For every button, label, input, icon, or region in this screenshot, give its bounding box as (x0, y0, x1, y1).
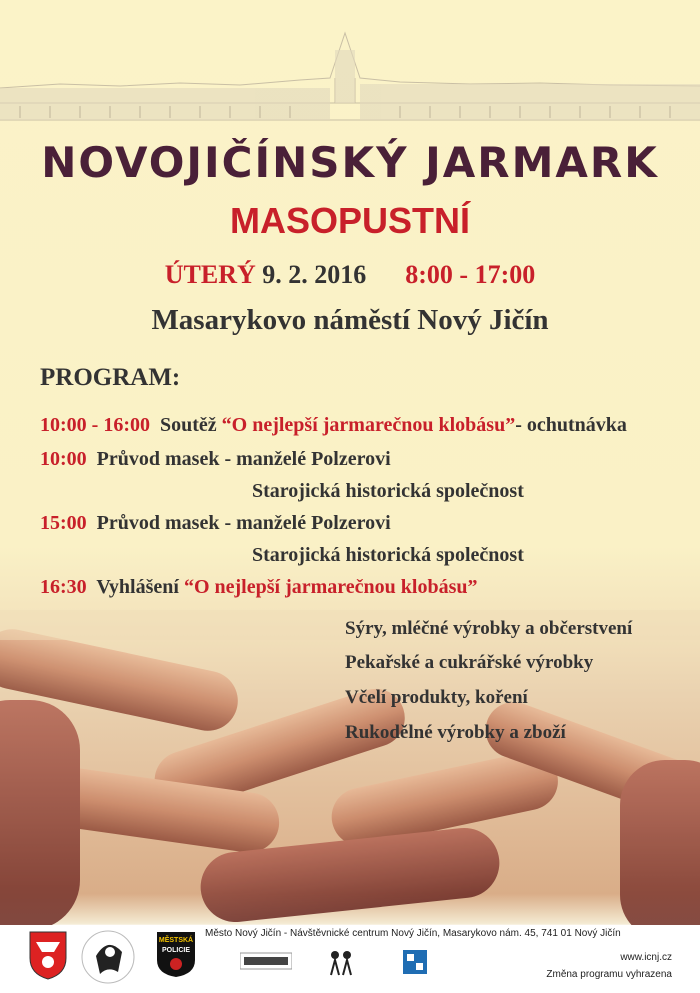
program-item-text: Soutěž (159, 414, 217, 436)
event-day: ÚTERÝ (164, 260, 256, 289)
sausages-photo (0, 590, 700, 925)
program-item-quote: “O nejlepší jarmarečnou klobásu” (183, 576, 478, 598)
poster-subtitle: MASOPUSTNÍ (229, 200, 470, 241)
footer-web[interactable]: www.icnj.cz (620, 952, 672, 963)
tsm-logo (240, 951, 292, 971)
event-date-time (0, 262, 700, 288)
program-item-quote: “O nejlepší jarmarečnou klobásu” (221, 414, 516, 436)
program-item-time: 10:00 (40, 448, 87, 470)
program-heading: PROGRAM: (40, 364, 181, 391)
program-item-time: 15:00 (40, 512, 87, 534)
town-skyline-illustration (0, 28, 700, 140)
event-place: Masarykovo náměstí Nový Jičín (151, 304, 549, 336)
footer-note: Změna programu vyhrazena (546, 969, 672, 980)
event-time: 8:00 - 17:00 (405, 260, 536, 289)
event-date: 9. 2. 2016 (262, 260, 367, 289)
poster-title: NOVOJIČÍNSKÝ JARMARK (41, 138, 659, 187)
offer-item: Sýry, mléčné výrobky a občerstvení (345, 618, 633, 639)
program-item-time: 10:00 - 16:00 (40, 414, 150, 436)
program-item (40, 415, 627, 435)
city-police-logo (155, 930, 197, 978)
program-item-text: Průvod masek - manželé Polzerovi (96, 512, 391, 534)
offer-item: Rukodělné výrobky a zboží (345, 722, 566, 743)
program-item (40, 513, 391, 533)
program-item-suffix: - ochutnávka (515, 414, 627, 436)
program-item-subtext: Starojická historická společnost (252, 480, 524, 502)
program-item-text: Vyhlášení (96, 576, 179, 598)
police-line1: MĚSTSKÁ (158, 937, 194, 944)
offer-item: Pekařské a cukrářské výrobky (345, 652, 594, 673)
program-item (40, 449, 391, 469)
info-centre-logo (402, 949, 428, 975)
police-line2: POLICIE (161, 947, 191, 954)
people-logo (326, 949, 356, 977)
footer-address: Město Nový Jičín - Návštěvnické centrum Nový Jičín, Masarykovo nám. 45, 741 01 Nový Jičín (205, 928, 621, 939)
town-coat-of-arms-logo (28, 930, 68, 980)
offer-item: Včelí produkty, koření (345, 687, 528, 708)
program-item-time: 16:30 (40, 576, 87, 598)
theatre-logo (78, 928, 138, 986)
footer (0, 925, 700, 993)
program-item-text: Průvod masek - manželé Polzerovi (96, 448, 391, 470)
program-item-subtext: Starojická historická společnost (252, 544, 524, 566)
